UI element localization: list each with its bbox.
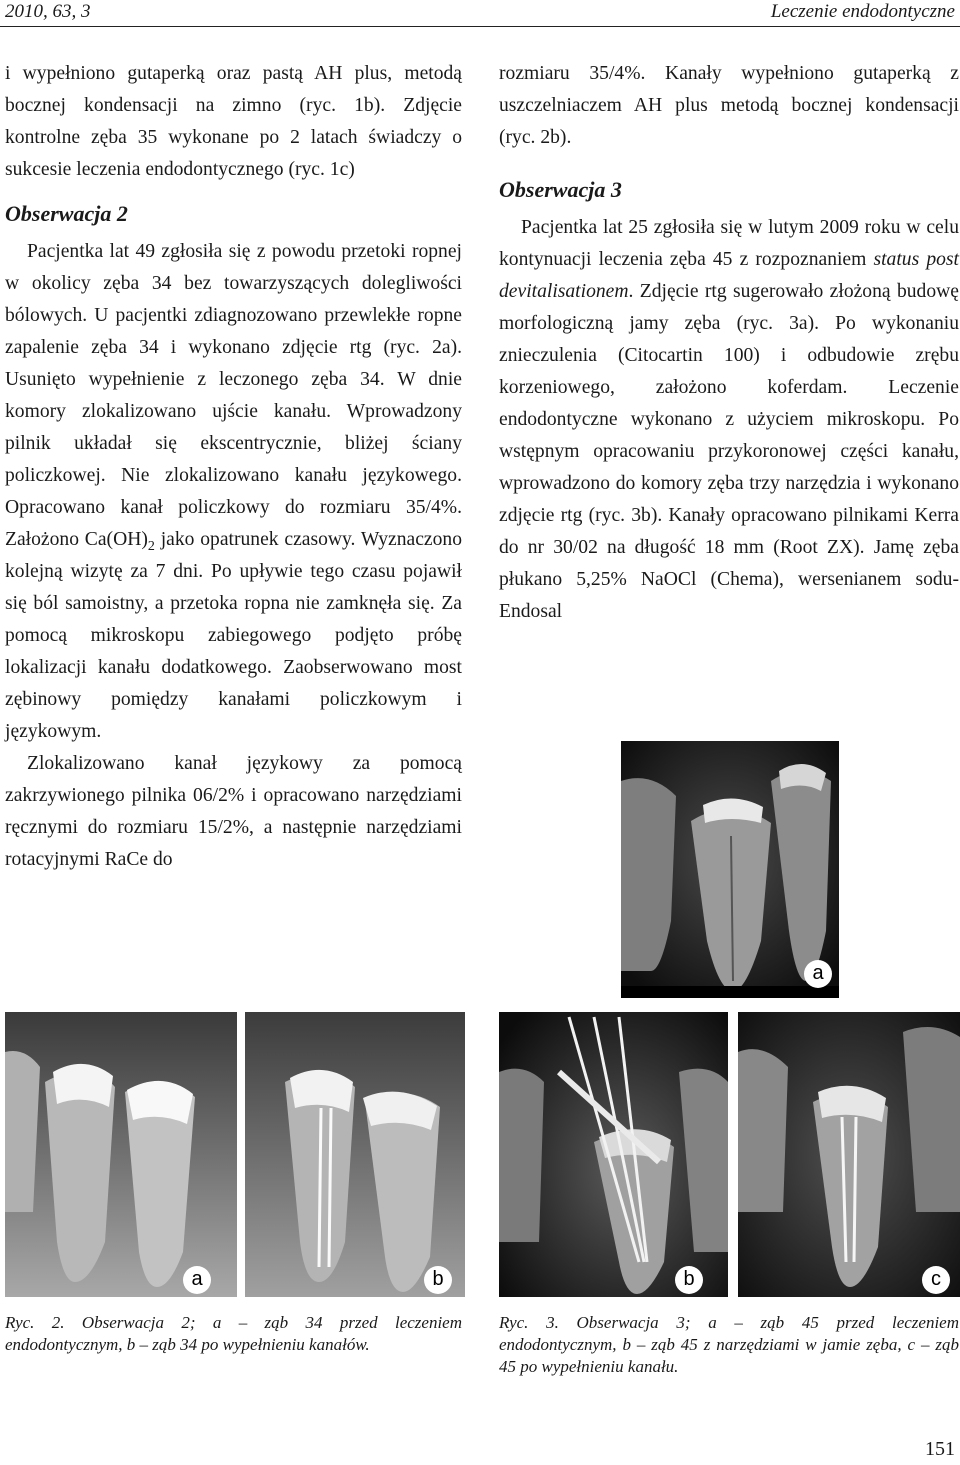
running-header-right: Leczenie endodontyczne xyxy=(770,1,955,22)
figure-label: b xyxy=(675,1266,703,1294)
paragraph: i wypełniono gutaperką oraz pastą AH plus, metodą bocznej kondensacji na zimno (ryc. 1b). Zdjęcie kontrolne zęba 35 wykonane po 2 latach świadczy o sukcesie leczenia endodontycznego (ryc. 1c) xyxy=(5,63,462,180)
paragraph xyxy=(5,236,462,748)
xray-image-2b xyxy=(245,1012,465,1297)
xray-image-3b xyxy=(499,1012,728,1297)
header-rule xyxy=(0,26,960,27)
section-heading: Obserwacja 3 xyxy=(499,177,622,202)
figure-caption: Ryc. 3. Obserwacja 3; a – ząb 45 przed leczeniem endodontycznym, b – ząb 45 z narzędziami w jamie zęba, c – ząb 45 po wypełnieniu kanału. xyxy=(499,1313,959,1376)
left-column xyxy=(5,58,462,876)
xray-image-2a xyxy=(5,1012,237,1297)
text-run: Pacjentka lat 49 zgłosiła się z powodu przetoki ropnej w okolicy zęba 34 bez towarzyszących dolegliwości bólowych. U pacjentki zdiagnozowano przewlekłe ropne zapalenie zęba 34 i wykonano zdjęcie rtg (ryc. 2a). Usunięto wypełnienie z leczonego zęba 34. W dnie komory zlokalizowano ujście kanału. Wprowadzony pilnik układał się ekscentrycznie, bliżej ściany policzkowej. Nie zlokalizowano kanału językowego. Opracowano kanał policzkowy do rozmiaru 35/4%. Założono Ca(OH) xyxy=(5,241,462,550)
running-header-left: 2010, 63, 3 xyxy=(5,1,91,22)
text-run: . Zdjęcie rtg sugerowało złożoną budowę morfologiczną jamy zęba (ryc. 3a). Po wykonaniu znieczulenia (Citocartin 100) i odbudowie zrębu korzeniowego, założono koferdam. Leczenie endodontyczne wykonano z użyciem mikroskopu. Po wstępnym opracowaniu przykoronowej części kanału, wprowadzono do komory zęba trzy narzędzia i wykonano zdjęcie rtg (ryc. 3b). Kanały opracowano pilnikami Kerra do nr 30/02 na długość 18 mm (Root ZX). Jamę zęba płukano 5,25% NaOCl (Chema), wersenianem sodu-Endosal xyxy=(499,281,959,622)
figure-caption: Ryc. 2. Obserwacja 2; a – ząb 34 przed leczeniem endodontycznym, b – ząb 34 po wypełnieniu kanałów. xyxy=(5,1313,462,1354)
figure-label: c xyxy=(922,1266,950,1294)
right-column xyxy=(499,58,959,628)
xray-image-3c xyxy=(738,1012,960,1297)
figure-label: a xyxy=(183,1266,211,1294)
paragraph: Zlokalizowano kanał językowy za pomocą zakrzywionego pilnika 06/2% i opracowano narzędziami ręcznymi do rozmiaru 15/2%, a następnie narzędziami rotacyjnymi RaCe do xyxy=(5,753,462,870)
section-heading: Obserwacja 2 xyxy=(5,201,128,226)
xray-image-3a xyxy=(621,741,839,998)
text-run: jako opatrunek czasowy. Wyznaczono kolejną wizytę za 7 dni. Po upływie tego czasu pojawił się ból samoistny, a przetoka ropna nie zamknęła się. Za pomocą mikroskopu zabiegowego podjęto próbę lokalizacji kanału dodatkowego. Zaobserwowano most zębinowy pomiędzy kanałami policzkowym i językowym. xyxy=(5,529,462,742)
paragraph xyxy=(499,212,959,628)
text-run: Pacjentka lat 25 zgłosiła się w lutym 2009 roku w celu kontynuacji leczenia zęba 45 z rozpoznaniem xyxy=(499,217,959,270)
figure-label: b xyxy=(424,1266,452,1294)
page-number: 151 xyxy=(925,1438,955,1460)
subscript: 2 xyxy=(147,538,155,554)
text-run-italic: status post devitalisationem xyxy=(499,249,959,302)
paragraph: rozmiaru 35/4%. Kanały wypełniono gutaperką z uszczelniaczem AH plus metodą bocznej kondensacji (ryc. 2b). xyxy=(499,63,959,148)
figure-label: a xyxy=(804,960,832,988)
